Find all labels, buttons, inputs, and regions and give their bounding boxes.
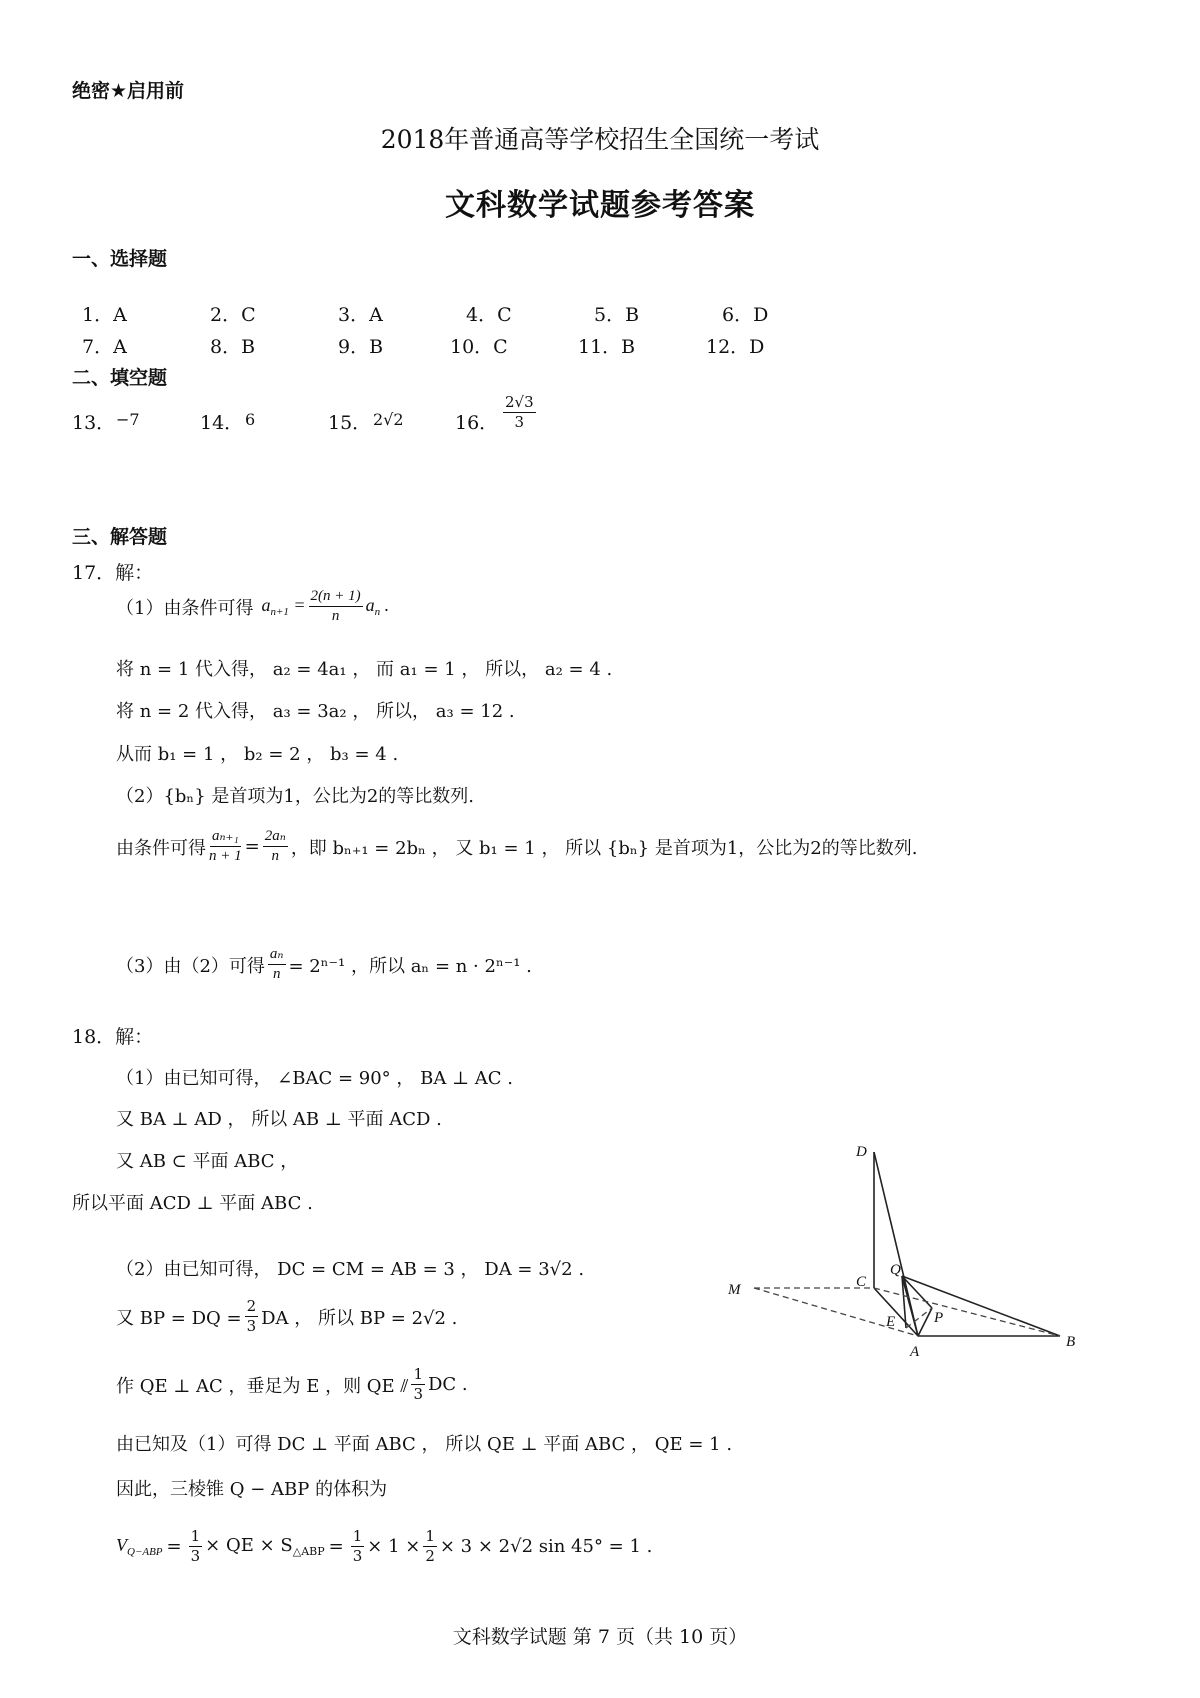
eq2: = (328, 1536, 344, 1558)
fill-a16 (500, 394, 539, 432)
q18-line2: 又 BA ⊥ AD ， 所以 AB ⊥ 平面 ACD . (116, 1109, 442, 1130)
q17-part1-rhs: $a_n$ . (365, 595, 390, 619)
choice-answer: 12．D (706, 336, 765, 358)
q18-line9: 因此，三棱锥 Q − ABP 的体积为 (116, 1479, 388, 1500)
volume-symbol: $V_{Q-ABP}$ (116, 1535, 163, 1559)
dashed-EP (906, 1308, 932, 1328)
q17-part3 (116, 946, 532, 984)
q18-line7-frac-num: 1 (411, 1366, 425, 1385)
section-heading-choice: 一、选择题 (72, 248, 168, 270)
edge-QB (902, 1276, 1060, 1336)
choice-answer: 11．B (578, 336, 636, 358)
document-title: 文科数学试题参考答案 (445, 188, 755, 223)
choice-answer: 2．C (210, 304, 256, 326)
q18-line8: 由已知及（1）可得 DC ⊥ 平面 ABC ， 所以 QE ⊥ 平面 ABC ， QE = 1 . (116, 1434, 733, 1455)
choice-answer: 9．B (338, 336, 384, 358)
q17-part1-denominator: n (331, 608, 340, 625)
fill-q16: 16． (455, 412, 499, 434)
edge-PA (918, 1308, 932, 1336)
q17-part2-frac1-num: aₙ₊₁ (210, 828, 241, 847)
geometry-figure (706, 1140, 1086, 1380)
q17-part1-text: （1）由条件可得 (116, 597, 254, 619)
eq1: = (166, 1536, 182, 1558)
q17-part3-suffix: = 2ⁿ⁻¹ ，所以 aₙ = n · 2ⁿ⁻¹ . (288, 955, 532, 977)
fill-a14: 6 (245, 410, 256, 429)
label-B: B (1066, 1334, 1076, 1350)
choice-answer: 3．A (338, 304, 383, 326)
choice-answer: 8．B (210, 336, 256, 358)
label-C: C (856, 1274, 867, 1290)
q17-part1-lhs: $a_{n+1}$ = (261, 595, 306, 619)
choice-answer: 1．A (82, 304, 127, 326)
choice-answer: 5．B (594, 304, 640, 326)
q18-line6 (116, 1298, 457, 1336)
fill-a15: 2√2 (373, 410, 404, 429)
q17-part2-frac2-den: n (271, 848, 280, 865)
page-footer: 文科数学试题 第 7 页（共 10 页） (452, 1626, 748, 1648)
section-heading-solution: 三、解答题 (72, 526, 168, 548)
q17-part2: （2）{bₙ} 是首项为1，公比为2的等比数列. (116, 786, 475, 807)
label-Q: Q (890, 1262, 901, 1278)
q17-part2-detail: 由条件可得 $\frac{\text{aₙ₊₁}}{n + 1}$ = $\frac{\text{2aₙ}}{n}$ ，即 bₙ₊₁ = 2bₙ ， 又 b₁ = 1 ， 所以 {bₙ} 是首项为1，公比为2的等比数列. (116, 828, 918, 865)
label-M: M (728, 1282, 741, 1298)
label-D: D (856, 1144, 867, 1160)
volume-term3: × 3 × 2√2 sin 45° = 1 . (439, 1536, 653, 1558)
label-P: P (934, 1310, 944, 1326)
q17-part2-frac2-num: 2aₙ (263, 828, 288, 847)
q17-part3-frac-den: n (272, 966, 281, 983)
choice-answer: 7．A (82, 336, 127, 358)
q17-line4: 从而 b₁ = 1 ， b₂ = 2 ， b₃ = 4 . (116, 744, 399, 765)
choice-answer: 10．C (450, 336, 508, 358)
volume-term1: × QE × $S_{\triangle ABP}$ (205, 1535, 325, 1559)
q18-line5: （2）由已知可得， DC = CM = AB = 3 ， DA = 3√2 . (116, 1259, 585, 1280)
classification-label: 绝密★启用前 (72, 80, 185, 102)
q17-line3: 将 n = 2 代入得， a₃ = 3a₂ ， 所以， a₃ = 12 . (116, 701, 515, 722)
q18-line1: （1）由已知可得， ∠BAC = 90° ， BA ⊥ AC . (116, 1068, 513, 1089)
q18-line7-suffix: DC . (427, 1374, 468, 1396)
q17-line2: 将 n = 1 代入得， a₂ = 4a₁ ， 而 a₁ = 1 ， 所以， a₂ = 4 . (116, 659, 613, 680)
label-A: A (910, 1344, 920, 1360)
q18-line6-suffix: DA ， 所以 BP = 2√2 . (261, 1307, 458, 1329)
fill-q15: 15． (328, 412, 372, 434)
label-E: E (886, 1314, 896, 1330)
q18-label: 18．解： (72, 1026, 154, 1048)
fill-a13: −7 (116, 410, 140, 429)
q17-part1-numerator: 2(n + 1) (309, 588, 363, 607)
fill-a16-numerator: 2√3 (503, 394, 536, 413)
q18-line7-frac-den: 3 (413, 1385, 423, 1404)
q17-part2-prefix: 由条件可得 (116, 837, 206, 859)
choice-answer: 4．C (466, 304, 512, 326)
q17-part3-prefix: （3）由（2）可得 (116, 955, 265, 977)
q18-volume-formula: $V_{Q-ABP}$ = $\frac{1}{3}$ × QE × $S_{\triangle ABP}$ = $\frac{1}{3}$ × 1 × $\frac{1}{2}$ × 3 × 2√2 sin 45° = 1 . (116, 1527, 653, 1566)
section-heading-fill: 二、填空题 (72, 367, 168, 389)
fill-q14: 14． (200, 412, 244, 434)
q17-part2-frac1-den: n + 1 (209, 848, 242, 865)
q17-part1 (116, 588, 389, 626)
q17-part2-suffix: ，即 bₙ₊₁ = 2bₙ ， 又 b₁ = 1 ， 所以 {bₙ} 是首项为1，公比为2的等比数列. (290, 837, 918, 859)
q18-line7 (116, 1366, 468, 1404)
fill-q13: 13． (72, 412, 116, 434)
dashed-CB (874, 1288, 1060, 1336)
q18-line3: 又 AB ⊂ 平面 ABC ， (116, 1151, 299, 1172)
choice-answer: 6．D (722, 304, 769, 326)
q18-line6-frac-den: 3 (246, 1317, 257, 1336)
q18-line4: 所以平面 ACD ⊥ 平面 ABC . (72, 1193, 313, 1214)
exam-title: 2018年普通高等学校招生全国统一考试 (380, 125, 820, 154)
q18-line6-frac-num: 2 (245, 1298, 259, 1317)
fill-a16-denominator: 3 (514, 413, 525, 432)
q18-line6-prefix: 又 BP = DQ = (116, 1307, 242, 1329)
q18-line7-prefix: 作 QE ⊥ AC ，垂足为 E ，则 QE ⫽ (116, 1375, 409, 1397)
q17-part3-frac-num: aₙ (268, 946, 286, 965)
q17-label: 17．解： (72, 562, 154, 584)
volume-term2: × 1 × (367, 1536, 421, 1558)
